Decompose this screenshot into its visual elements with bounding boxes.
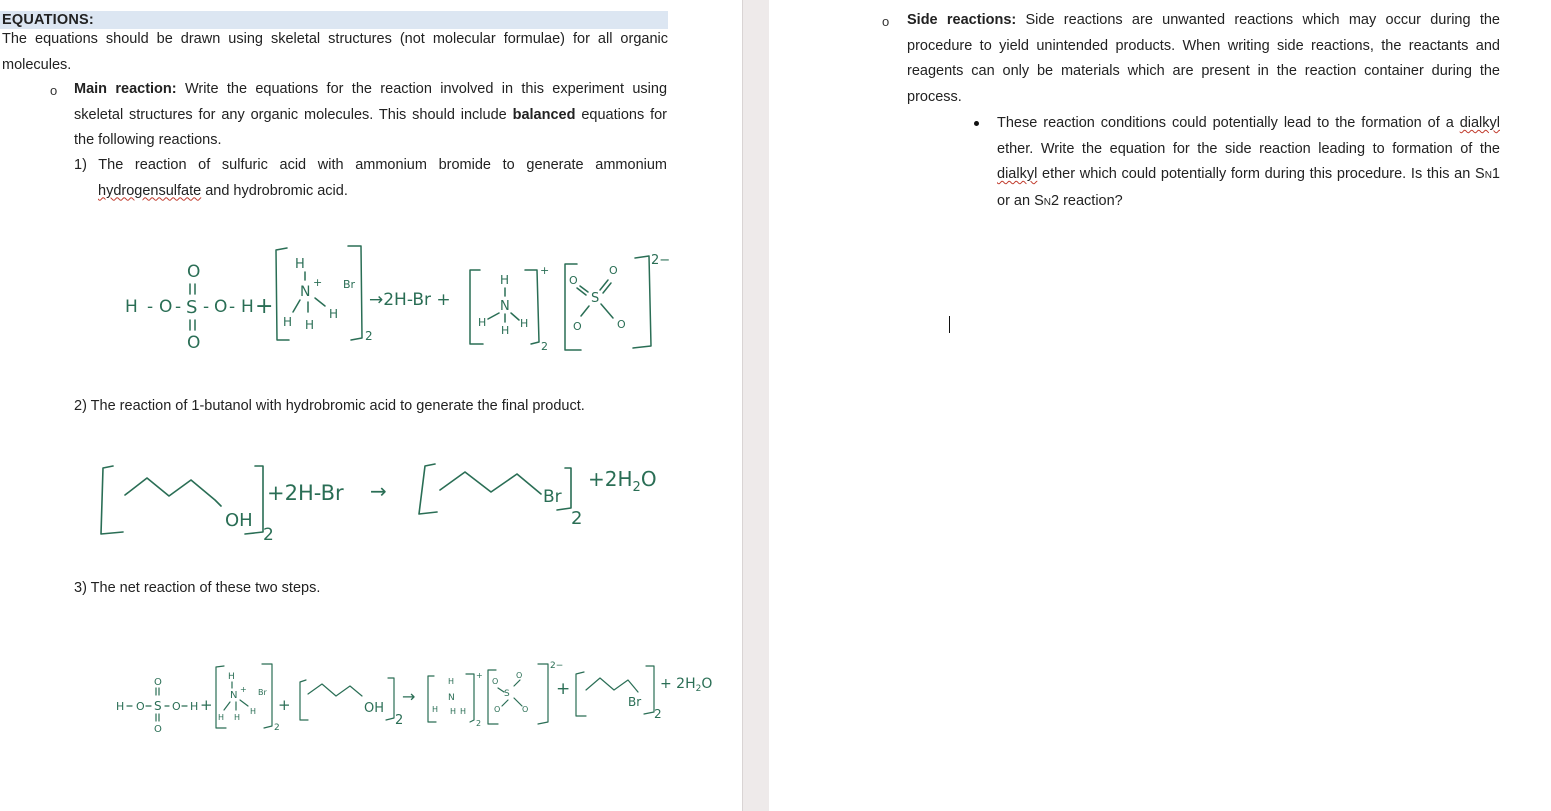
question-text-a: These reaction conditions could potentially lead to the formation of a [997, 115, 1460, 131]
plus-sign: + [255, 294, 274, 319]
dash-mark: - [175, 297, 182, 317]
handwritten-equation-3 [110, 650, 715, 740]
section-heading: EQUATIONS: [0, 11, 668, 29]
bromide-label: Br [343, 278, 356, 291]
h-atom: H [448, 677, 455, 686]
charge-plus: + [240, 685, 247, 694]
o-atom: O [159, 297, 173, 317]
handwritten-equation-1 [115, 240, 685, 365]
o-atom: O [494, 705, 501, 714]
charge-plus: + [313, 276, 323, 289]
right-page [769, 0, 1551, 811]
step-1-text-a: 1) The reaction of sulfuric acid with ammonium bromide to generate ammonium [74, 157, 667, 173]
subscript-n: N [1043, 196, 1051, 208]
dialkyl-ether-question [997, 111, 1500, 215]
o-atom: O [522, 705, 529, 714]
sub-bullet-dot [974, 121, 979, 126]
question-text-d: 1 or an S [997, 166, 1500, 209]
coefficient-2: 2 [571, 508, 583, 529]
question-text-b: ether. Write the equation for the side reaction leading to formation of the [997, 140, 1500, 157]
reaction-arrow: → [402, 687, 416, 706]
charge-2minus: 2− [651, 253, 671, 268]
s-atom: S [591, 291, 600, 306]
step-1-text [74, 153, 667, 204]
hydroxyl-label: OH [225, 510, 253, 531]
o-atom: O [569, 274, 578, 287]
water-product: $+2H_2O$ [588, 467, 657, 495]
o-atom: O [154, 677, 162, 688]
coefficient-2: 2 [476, 719, 482, 728]
step-3-text: 3) The net reaction of these two steps. [74, 580, 321, 596]
subscript-n: N [1484, 170, 1492, 181]
h-atom: H [228, 672, 235, 682]
s-atom: S [154, 699, 162, 713]
page-gutter [742, 0, 770, 811]
misspelled-word-dialkyl[interactable]: dialkyl [997, 166, 1038, 182]
o-atom: O [187, 333, 201, 353]
h-atom: H [234, 713, 241, 722]
dash-mark: - [203, 297, 210, 317]
h-atom: H [250, 707, 257, 716]
h-atom: H [432, 705, 439, 714]
bromine-label: Br [543, 487, 562, 507]
main-reaction-paragraph [74, 77, 667, 154]
h-atom: H [283, 315, 293, 329]
coefficient-2: 2 [263, 525, 274, 545]
step-2-text: 2) The reaction of 1-butanol with hydrobromic acid to generate the final product. [74, 398, 585, 414]
main-reaction-bullet: o [50, 83, 58, 98]
hbr-product: →2H-Br + [369, 290, 451, 310]
main-reaction-text-a: Write the equations for the reaction involved in this experiment using skeletal structures for any organic molecules. This should include [74, 81, 668, 123]
reaction-arrow: → [370, 479, 387, 503]
balanced-word: balanced [512, 106, 576, 123]
h-atom: H [116, 700, 125, 713]
misspelled-word-dialkyl[interactable]: dialkyl [1459, 115, 1500, 131]
h-atom: H [241, 297, 254, 317]
h-atom: H [218, 713, 225, 722]
bromine-label: Br [628, 695, 642, 709]
coefficient-2: 2 [365, 329, 373, 343]
side-reaction-bullet: o [882, 14, 890, 29]
main-reaction-text-b: equations for the following reactions. [74, 106, 667, 148]
hbr-reagent: +2H-Br [267, 481, 344, 505]
h-atom: H [125, 297, 138, 317]
n-atom: N [448, 693, 455, 703]
n-atom: N [300, 284, 311, 300]
s-atom: S [504, 689, 510, 699]
text-caret[interactable] [949, 316, 950, 333]
h-atom: H [520, 317, 529, 330]
h-atom: H [305, 318, 315, 332]
o-atom: O [214, 297, 228, 317]
o-atom: O [136, 700, 145, 713]
h-atom: H [450, 707, 457, 716]
o-atom: O [617, 318, 626, 331]
n-atom: N [230, 690, 238, 701]
step-1-misspelled-word[interactable]: hydrogensulfate [98, 182, 202, 199]
o-atom: O [516, 671, 523, 680]
h-atom: H [190, 700, 199, 713]
h-atom: H [329, 307, 339, 321]
water-product: + $2H_2O$ [660, 676, 713, 694]
o-atom: O [187, 262, 201, 282]
o-atom: O [573, 320, 582, 333]
charge-plus: + [476, 671, 483, 680]
o-atom: O [609, 264, 618, 277]
h-atom: H [500, 273, 510, 287]
h-atom: H [501, 324, 510, 337]
o-atom: O [492, 677, 499, 686]
bromide-label: Br [258, 688, 267, 697]
h-atom: H [478, 316, 487, 329]
coefficient-2: 2 [541, 340, 548, 353]
coefficient-2: 2 [395, 713, 404, 728]
s-atom: S [186, 297, 198, 318]
side-reaction-text: Side reactions are unwanted reactions which may occur during the procedure to yield unintended products. When writing side reactions, the reactants and reagents can only be materials which are present in the reaction container during the process. [907, 12, 1500, 105]
o-atom: O [154, 724, 162, 735]
h-atom: H [295, 257, 305, 272]
handwritten-equation-2 [95, 450, 665, 550]
main-reaction-label: Main reaction: [74, 81, 177, 97]
plus-sign: + [278, 696, 291, 714]
dash-mark: - [229, 297, 236, 317]
step-1-text-b: and hydrobromic acid. [201, 182, 348, 199]
coefficient-2: 2 [274, 723, 280, 733]
dash-mark: - [147, 297, 154, 317]
o-atom: O [172, 700, 181, 713]
n-atom: N [500, 299, 510, 314]
question-text-c: ether which could potentially form during this procedure. Is this an S [1037, 166, 1485, 182]
charge-2minus: 2− [550, 661, 564, 671]
plus-sign: + [200, 696, 213, 714]
question-text-e: 2 reaction? [1050, 192, 1123, 209]
hydroxyl-label: OH [364, 701, 385, 716]
plus-sign: + [556, 679, 571, 699]
side-reaction-label: Side reactions: [907, 12, 1017, 28]
charge-plus: + [540, 264, 550, 277]
intro-paragraph: The equations should be drawn using skeletal structures (not molecular formulae) for all organic molecules. [2, 31, 668, 73]
coefficient-2: 2 [654, 707, 662, 721]
h-atom: H [460, 707, 467, 716]
side-reaction-paragraph [907, 8, 1500, 110]
left-page [0, 0, 742, 811]
